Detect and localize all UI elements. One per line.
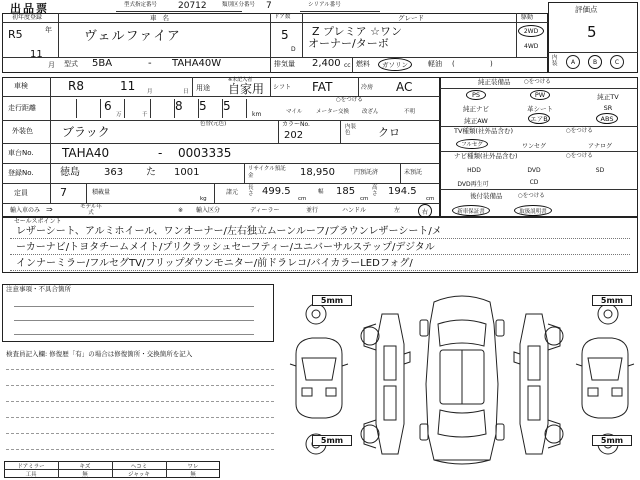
car-front-view [290, 338, 348, 418]
fuel-gas-circle: ガソリン [378, 58, 412, 71]
mileage-opt-mile: マイル [286, 109, 303, 115]
chassis-number: 0003335 [178, 146, 232, 160]
import-div-label: 輸入区分 [196, 207, 221, 214]
sales-point-line-1: レザーシート、アルミホイール、ワンオーナー/左右独立ムーンルーフ/ブラウンレザーシート/メ [16, 226, 442, 237]
doors-value: 5 [281, 28, 289, 42]
length-label: 長さ [248, 185, 254, 197]
recycle-value: 18,950 [300, 167, 335, 178]
grade-line-2: オーナー/ターボ [308, 37, 389, 50]
inspection-era: R8 [68, 79, 84, 93]
genuine-note: ○をつける [524, 79, 551, 85]
opt-abs: ABS [596, 113, 618, 124]
shift-value: FAT [312, 80, 333, 94]
genuine-label: 純正装備品 [478, 78, 511, 86]
mileage-digit-4: 5 [223, 99, 231, 113]
nav-label: ナビ種類(社外品含む) [454, 152, 518, 160]
width-unit: cm [360, 196, 369, 202]
mileage-opt-exchange: メーター交換 [316, 109, 350, 115]
int-color-label: 内装色 [345, 124, 357, 137]
opt-airbag: エアB [528, 113, 550, 124]
type-code: TAHA40W [172, 58, 222, 69]
opt-navi: 純正ナビ [463, 105, 489, 113]
handle-label: ハンドル [342, 207, 367, 214]
month-mark: 月 [48, 61, 55, 69]
nav-note: ○をつける [566, 153, 593, 159]
tread-depth-tag-rear-right: 5mm [592, 435, 632, 446]
mileage-digit-boxes [56, 99, 268, 118]
displacement-unit: cc [344, 62, 351, 69]
tv-analog: アナログ [587, 143, 612, 150]
usage-note: ※未記入者 [228, 77, 253, 83]
sales-points-label: セールスポイント [14, 218, 62, 225]
handle-left: 左 [394, 207, 401, 214]
recycle-unit: 円預託済 [354, 169, 379, 176]
legend-value-3: ジャッキ [128, 472, 150, 478]
displacement-label: 排気量 [274, 60, 295, 68]
drive-2wd-circle: 2WD [518, 25, 544, 37]
height-label: 高さ [372, 185, 378, 197]
mileage-digit-1: 6 [104, 99, 112, 113]
legend-value-2: 無 [82, 472, 88, 478]
aftermarket-label: 後付装備品 [470, 192, 503, 200]
first-reg-era: R5 [8, 28, 23, 41]
inspection-label: 車検 [14, 82, 28, 90]
mileage-man: 万 [116, 112, 122, 118]
car-right-side-view [514, 314, 563, 454]
opt-pw: PW [530, 90, 550, 100]
mileage-opts-label: ○をつける [336, 97, 363, 103]
usage-label: 用途 [196, 84, 210, 92]
fuel-label: 燃料 [356, 60, 370, 68]
mileage-label: 走行距離 [8, 104, 36, 112]
score-value: 5 [587, 23, 597, 41]
width-label: 幅 [318, 189, 324, 195]
interior-a: A [566, 55, 580, 69]
drive-label: 駆動 [521, 14, 534, 21]
import-dealer: ディーラー [250, 207, 280, 214]
model-year-label: モデル年式 [80, 204, 102, 217]
type-dash: - [148, 58, 152, 69]
opt-leather: 革シート [527, 105, 553, 113]
ac-label: 冷房 [361, 84, 374, 91]
usage-value: 自家用 [228, 82, 265, 96]
caution-label: 注意事項・不具合箇所 [6, 285, 71, 293]
first-reg-month: 11 [30, 49, 43, 60]
color-note: 色替(元色) [200, 121, 227, 127]
interior-b: B [588, 55, 602, 69]
model-code-label: 型式指定番号 [124, 2, 158, 8]
length-unit: cm [298, 196, 307, 202]
mileage-digit-2: 8 [175, 99, 183, 113]
length-value: 499.5 [262, 186, 291, 197]
tv-oneseg: ワンセグ [521, 143, 546, 150]
car-rear-view [576, 338, 634, 418]
size-label: 諸元 [226, 189, 239, 196]
handle-right-circle: 右 [418, 204, 432, 218]
doors-label: ドア数 [274, 14, 291, 20]
ac-value: AC [396, 80, 413, 94]
nav-hdd: HDD [467, 167, 481, 174]
nav-cd: CD [529, 179, 539, 186]
tread-depth-tag-front-left: 5mm [312, 295, 352, 306]
class-code-value: 7 [266, 1, 272, 11]
legend-header-2: キズ [79, 464, 91, 470]
displacement-value: 2,400 [312, 58, 341, 69]
tread-depth-tag-rear-left: 5mm [312, 435, 352, 446]
shift-label: シフト [273, 84, 292, 91]
mileage-unit: km [252, 111, 262, 118]
grade-label: グレード [398, 14, 424, 22]
mileage-opt-unknown: 不明 [404, 109, 416, 115]
load-label: 積載量 [92, 189, 111, 196]
legend-header-1: ドアミラー [17, 464, 45, 470]
plate-class: 363 [104, 167, 124, 178]
nav-dvd-play: DVD再生可 [457, 181, 489, 188]
tv-note: ○をつける [566, 128, 593, 134]
drive-4wd: 4WD [524, 43, 539, 50]
int-color-value: クロ [378, 126, 400, 139]
class-code-label: 類別区分番号 [222, 2, 256, 8]
sales-point-line-3: インナーミラー/フルセグTV/フリップダウンモニター/前ドラレコ/バイカラーLEDフォグ/ [16, 258, 413, 269]
type-label: 型式 [64, 60, 78, 68]
opt-aw: 純正AW [464, 117, 488, 125]
first-reg-label: 初年度登録 [12, 14, 43, 21]
inspection-day-mark: 日 [183, 89, 189, 95]
sales-point-line-2: ーカーナビ/トヨタチームメイト/プリクラッシュセーフティー/ユニバーサルステップ/デジタル [16, 242, 435, 253]
legend-value-4: 無 [190, 472, 196, 478]
legend-value-1: 工具 [25, 472, 37, 478]
car-top-view [420, 296, 504, 464]
type-prefix: 5BA [92, 58, 113, 69]
legend-header-3: ヘコミ [130, 464, 148, 470]
year-mark: 年 [45, 26, 52, 34]
aftermarket-manual: 取扱説明書 [514, 205, 552, 216]
inspector-label: 検査員記入欄: 修復歴「有」の場合は修復箇所・交換箇所を記入 [6, 350, 193, 358]
chassis-label: 車台No. [8, 149, 34, 157]
fuel-blank: ( [452, 60, 455, 68]
opt-ps: PS [466, 90, 486, 100]
mileage-opt-tamper: 改ざん [362, 109, 379, 115]
tv-fullseg: フルセグ [456, 139, 488, 149]
interior-label: 内装 [552, 55, 558, 67]
nav-dvd: DVD [527, 167, 541, 174]
serial-label: シリアル番号 [308, 2, 341, 8]
capacity-value: 7 [60, 186, 67, 199]
legend-header-4: ワレ [187, 464, 199, 470]
car-name-value: ヴェルファイア [84, 29, 181, 44]
model-code-value: 20712 [178, 1, 207, 11]
interior-c: C [610, 55, 624, 69]
color-no-label: カラーNo. [282, 121, 310, 128]
aftermarket-note: ○をつける [518, 193, 545, 199]
mileage-sen: 千 [142, 112, 148, 118]
car-left-side-view [361, 314, 410, 454]
fuel-light: 軽油 [428, 60, 442, 68]
nav-sd: SD [595, 167, 605, 174]
width-value: 185 [336, 186, 356, 197]
plate-area: 徳島 [60, 167, 80, 178]
inspection-month-mark: 月 [147, 89, 153, 95]
recycle-status: 未預託 [404, 169, 423, 176]
tv-label: TV種類(社外品含む) [454, 127, 513, 135]
aftermarket-warranty: 新車保証書 [452, 205, 490, 216]
color-no-value: 202 [284, 130, 304, 141]
capacity-label: 定員 [14, 189, 28, 197]
color-value: ブラック [62, 125, 110, 139]
recycle-label: リサイクル預託金 [248, 166, 286, 179]
opt-tv: 純正TV [597, 93, 619, 101]
opt-sr: SR [603, 104, 613, 112]
mileage-digit-3: 5 [199, 99, 207, 113]
import-label: 輸入車のみ [10, 207, 41, 214]
height-value: 194.5 [388, 186, 417, 197]
inspection-year: 11 [120, 79, 136, 93]
car-name-label: 車名 [150, 14, 175, 22]
plate-number: 1001 [174, 167, 200, 178]
door-type: D [291, 46, 296, 53]
grade-line-1: Z プレミア ☆ワン [312, 25, 402, 38]
plate-label: 登録No. [8, 169, 34, 177]
chassis-prefix: TAHA40 [62, 146, 110, 160]
import-parallel: 並行 [306, 207, 319, 214]
plate-kana: た [146, 167, 156, 178]
height-unit: cm [426, 196, 435, 202]
tread-depth-tag-front-right: 5mm [592, 295, 632, 306]
color-label: 外装色 [12, 127, 33, 135]
load-unit: kg [200, 196, 207, 202]
score-label: 評価点 [575, 5, 598, 14]
form-title: 出品票 [10, 2, 49, 15]
